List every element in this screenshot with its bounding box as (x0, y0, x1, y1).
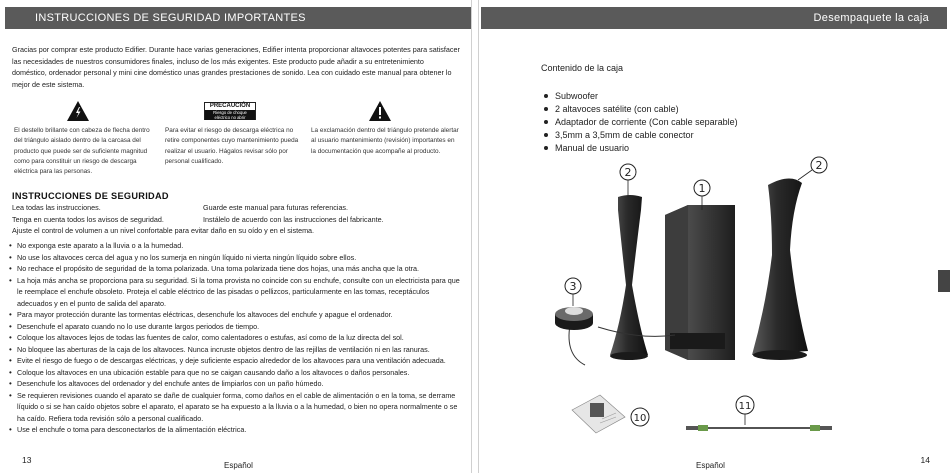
subwoofer-image (665, 205, 735, 360)
exclamation-triangle-icon (369, 101, 391, 121)
list-item: • No exponga este aparato a la lluvia o a la humedad. (9, 240, 464, 252)
list-item: Manual de usuario (544, 142, 738, 155)
warning-text-precaution (165, 126, 305, 167)
manual-image (572, 395, 625, 433)
list-item: Subwoofer (544, 90, 738, 103)
svg-text:2: 2 (815, 159, 823, 172)
callout-cable (736, 396, 754, 425)
contents-title: Contenido de la caja (541, 63, 624, 73)
language-label: Español (224, 461, 253, 470)
precaution-label-icon (204, 102, 256, 120)
box-contents-illustration (540, 155, 840, 445)
section-title: INSTRUCCIONES DE SEGURIDAD (12, 191, 169, 201)
list-item: • Desenchufe el aparato cuando no lo use durante largos periodos de tiempo. (9, 321, 464, 333)
list-item: • La hoja más ancha se proporciona para su seguridad. Si la toma provista no coincide con su enchufe, consulte con un electricista para que le reemplace el enchufe obsoleto. Proteja el cable eléctrico de las pisadas o pellizcos, particularmente en las tomas, receptáculos adecuados y en el punto de salida del aparato. (9, 275, 464, 310)
precaution-label-title: PRECAUCIÓN (209, 103, 251, 109)
callout-manual (631, 408, 649, 426)
precaution-label-subtitle: Riesgo de choque eléctrico no abrir (205, 110, 255, 120)
warning-text: Para evitar el riesgo de descarga eléctrica no retire componentes cuyo mantenimiento pueda realizar el usuario. Hágalos revisar sólo por personal cualificado. (165, 127, 299, 165)
list-item: • No bloquee las aberturas de la caja de los altavoces. Nunca incruste objetos dentro de las rejillas de ventilación ni en las ranuras. (9, 344, 464, 356)
cable-image (686, 425, 832, 431)
svg-text:10: 10 (633, 413, 647, 424)
left-page-header: INSTRUCCIONES DE SEGURIDAD IMPORTANTES (5, 7, 471, 29)
left-satellite-image (610, 195, 648, 360)
warning-text: La exclamación dentro del triángulo pretende alertar al usuario mantenimiento (revisión) importantes en la documentación que acompañe al producto. (311, 127, 459, 155)
list-item: • Desenchufe los altavoces del ordenador y del enchufe antes de limpiarlos con un paño húmedo. (9, 378, 464, 390)
warning-text: El destello brillante con cabeza de flecha dentro del triángulo aislado dentro de la carcasa del producto que puede ser de suficiente magnitud como para constituir un riesgo de descarga eléctrica para las personas. (14, 127, 150, 176)
svg-text:2: 2 (624, 166, 632, 179)
rule-text: Guarde este manual para futuras referencias. (203, 203, 349, 212)
list-item: 3,5mm a 3,5mm de cable conector (544, 129, 738, 142)
page-number: 14 (920, 455, 930, 465)
list-item: • Use el enchufe o toma para desconectarlos de la alimentación eléctrica. (9, 424, 464, 436)
svg-text:3: 3 (569, 280, 577, 293)
callout-left-satellite (620, 164, 636, 197)
lightning-triangle-icon (67, 101, 89, 121)
edge-tab (938, 270, 950, 292)
list-item: • Coloque los altavoces lejos de todas las fuentes de calor, como calentadores o estufas, así como de la luz directa del sol. (9, 332, 464, 344)
short-rules (12, 202, 452, 238)
list-item: • Coloque los altavoces en una ubicación estable para que no se caigan causando daño a los altavoces o daños personales. (9, 367, 464, 379)
list-item: 2 altavoces satélite (con cable) (544, 103, 738, 116)
warning-text-exclamation (311, 126, 459, 157)
list-item: • No rechace el propósito de seguridad de la toma polarizada. Una toma polarizada tiene dos hojas, una más ancha que la otra. (9, 263, 464, 275)
rule-text: Tenga en cuenta todos los avisos de seguridad. (12, 214, 164, 224)
right-satellite-image (752, 178, 808, 360)
box-contents-list (544, 90, 738, 155)
callout-volume-control (565, 278, 581, 306)
list-item: • No use los altavoces cerca del agua y no los sumerja en ningún líquido ni vierta ningún líquido sobre ellos. (9, 252, 464, 264)
safety-bullet-list (9, 240, 464, 436)
warning-text-lightning (14, 126, 154, 177)
list-item: • Para mayor protección durante las tormentas eléctricas, desenchufe los altavoces del enchufe y apague el ordenador. (9, 309, 464, 321)
svg-text:11: 11 (738, 401, 752, 412)
svg-text:1: 1 (698, 182, 706, 195)
intro-paragraph: Gracias por comprar este producto Edifier. Durante hace varias generaciones, Edifier intenta proporcionar altavoces potentes para satisfacer las necesidades de nuestros consumidores finales, incluso de los más exigentes. Este producto pude añadir a su entretenimiento doméstico, ordenador personal y mini cine doméstico unas grandes prestaciones de sonido. Lea con cuidado este manual para obtener lo mejor de este sistema. (12, 45, 460, 89)
language-label: Español (696, 461, 725, 470)
page-number: 13 (22, 455, 32, 465)
list-item: • Evite el riesgo de fuego o de descargas eléctricas, y deje suficiente espacio alrededor de los altavoces para una ventilación adecuada. (9, 355, 464, 367)
callout-right-satellite (798, 157, 827, 180)
list-item: • Se requieren revisiones cuando el aparato se dañe de cualquier forma, como daños en el cable de alimentación o en la toma, se derrame líquido o si se han caído objetos sobre el aparato, el aparato se ha expuesto a la lluvia o a la humedad, o bien no opera normalmente o se ha caído. Refiera toda revisión sólo a personal cualificado. (9, 390, 464, 425)
rule-text: Instálelo de acuerdo con las instrucciones del fabricante. (203, 214, 384, 224)
right-page-header: Desempaquete la caja (481, 7, 947, 29)
rule-text: Lea todas las instrucciones. (12, 203, 101, 212)
list-item: Adaptador de corriente (Con cable separable) (544, 116, 738, 129)
rule-text: Ajuste el control de volumen a un nivel confortable para evitar daño en su oído y en el sistema. (12, 226, 315, 235)
left-page (0, 0, 472, 473)
